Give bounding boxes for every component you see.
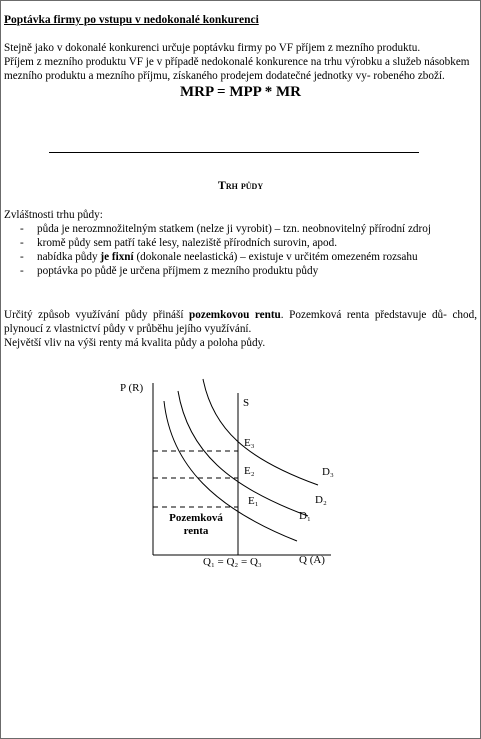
- equilibrium-label-e3: E₃: [244, 437, 255, 449]
- paragraph-intro: Stejně jako v dokonalé konkurenci určuje poptávku firmy po VF příjem z mezního produktu.: [4, 42, 421, 54]
- demand-label-d1: D₁: [299, 510, 311, 522]
- quantity-label: Q₁ = Q₂ = Q₃: [203, 556, 262, 568]
- section-title-land-market: Trh půdy: [217, 178, 264, 192]
- land-rent-text: [4, 308, 477, 350]
- demand-label-d3: D₃: [322, 466, 334, 478]
- rent-area-label: Pozemková: [169, 512, 223, 524]
- features-intro: Zvláštnosti trhu půdy:: [4, 209, 103, 221]
- demand-curve-d2: [178, 391, 308, 516]
- y-axis-label: P (R): [120, 382, 144, 394]
- horizontal-divider: [49, 152, 419, 153]
- equilibrium-label-e1: E₁: [248, 495, 259, 507]
- equilibrium-label-e2: E₂: [244, 465, 255, 477]
- section-demand: [4, 13, 477, 101]
- paragraph-mrp: Příjem z mezního produktu VF je v případě nedokonalé konkurence na trhu výrobku a služeb násobkem mezního produktu a mezního příjmu, získaného prodejem dodatečné jednotky vy- robeného zboží.: [4, 56, 470, 82]
- supply-label: S: [243, 397, 250, 409]
- demand-curve-d3: [203, 379, 318, 485]
- demand-label-d2: D₂: [315, 494, 327, 506]
- rent-area-label-2: renta: [183, 525, 209, 537]
- land-market-features: [4, 208, 477, 278]
- list-item: - poptávka po půdě je určena příjmem z mezního produktu půdy: [20, 265, 319, 277]
- list-item: - kromě půdy sem patří také lesy, naleziště přírodních surovin, apod.: [20, 237, 338, 249]
- list-item: - nabídka půdy je fixní (dokonale neelastická) – existuje v určitém omezeném rozsahu: [20, 251, 418, 263]
- paragraph-rent: Určitý způsob využívání půdy přináší pozemkovou rentu. Pozemková renta představuje dů- chod, plynoucí z vlastnictví půdy v průběhu jejího využívání.: [4, 309, 477, 335]
- paragraph-rent-factors: Největší vliv na výši renty má kvalita půdy a poloha půdy.: [4, 337, 266, 349]
- features-list: [4, 222, 477, 278]
- land-rent-diagram: [1, 371, 480, 581]
- formula-mrp: MRP = MPP * MR: [179, 84, 302, 100]
- list-item: - půda je nerozmnožitelným statkem (nelze ji vyrobit) – tzn. neobnovitelný přírodní zdroj: [20, 223, 431, 235]
- x-axis-label: Q (A): [299, 554, 325, 566]
- section-heading: Poptávka firmy po vstupu v nedokonalé konkurenci: [4, 14, 259, 26]
